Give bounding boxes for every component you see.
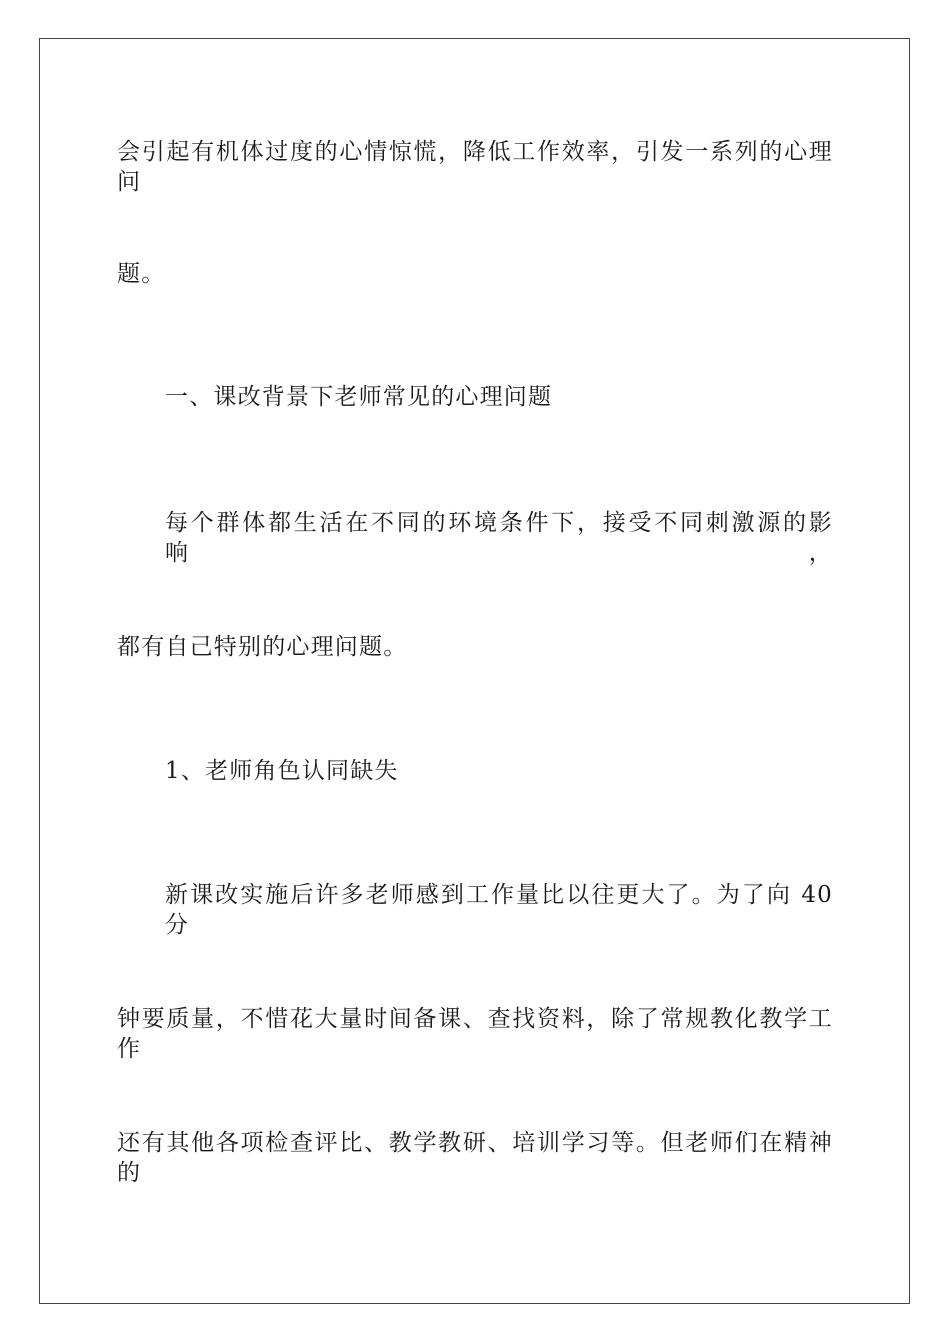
paragraph-line: 每个群体都生活在不同的环境条件下，接受不同刺激源的影响， [165,510,833,566]
section-heading: 一、课改背景下老师常见的心理问题 [165,384,553,410]
paragraph-line: 钟要质量，不惜花大量时间备课、查找资料，除了常规教化教学工作 [117,1006,833,1062]
page-border [39,38,910,1304]
paragraph-line: 还有其他各项检查评比、教学教研、培训学习等。但老师们在精神的 [117,1130,833,1186]
subsection-heading: 1、老师角色认同缺失 [165,758,399,784]
paragraph-line: 都有自己特别的心理问题。 [117,634,408,660]
paragraph-line: 新课改实施后许多老师感到工作量比以往更大了。为了向 40 分 [165,882,833,938]
paragraph-line: 会引起有机体过度的心情惊慌，降低工作效率，引发一系列的心理问 [117,139,833,195]
paragraph-line: 题。 [117,261,166,287]
